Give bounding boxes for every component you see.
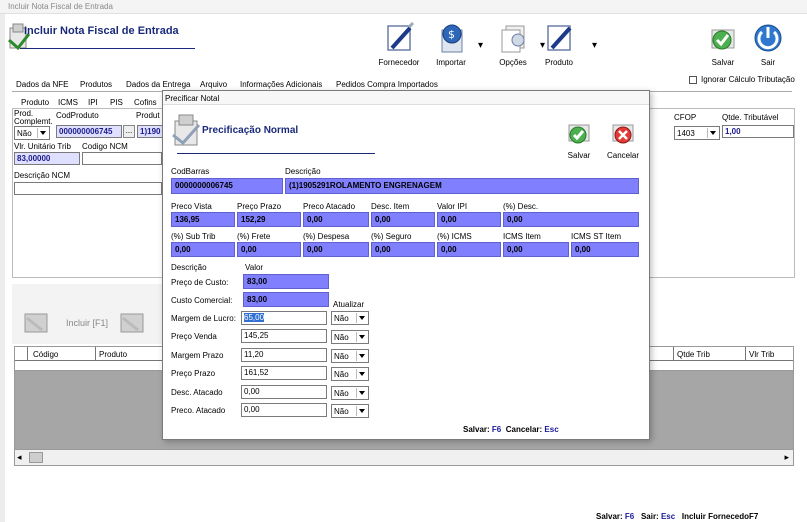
produto-button[interactable]: Produto: [534, 20, 584, 67]
produto-field[interactable]: 1)190: [137, 125, 163, 138]
dialog-title: Precificar Notal: [165, 94, 220, 103]
valor-ipi-field[interactable]: 0,00: [437, 212, 501, 227]
grid-header-produto[interactable]: Produto: [99, 350, 128, 359]
preco-custo-label: Preço de Custo:: [171, 278, 229, 287]
preco-atacado-pricing-label: Preco. Atacado: [171, 406, 226, 415]
descricao-field[interactable]: (1)1905291ROLAMENTO ENGRENAGEM: [285, 178, 639, 194]
atualizar-label: Atualizar: [333, 300, 365, 309]
valor-column-label: Valor: [245, 263, 264, 272]
cod-produto-field[interactable]: 000000006745: [56, 125, 122, 138]
power-icon: [751, 20, 785, 54]
codigo-ncm-field[interactable]: [82, 152, 162, 165]
dialog-heading: Precificação Normal: [202, 125, 299, 136]
frete-field[interactable]: 0,00: [237, 242, 301, 257]
grid-header-vlr-trib[interactable]: Vlr Trib: [749, 350, 775, 359]
desc-atacado-label: Desc. Atacado: [171, 388, 223, 397]
preco-atacado-atualizar-select[interactable]: Não: [331, 404, 369, 418]
margem-lucro-label: Margem de Lucro:: [171, 314, 236, 323]
scroll-left-icon[interactable]: ◂: [17, 452, 22, 462]
desc-atacado-atualizar-select[interactable]: Não: [331, 386, 369, 400]
margem-prazo-field[interactable]: 11,20: [241, 348, 327, 362]
dialog-salvar-button[interactable]: Salvar: [559, 117, 599, 160]
sub-tabs: [16, 96, 166, 108]
tab-dados-nfe[interactable]: Dados da NFE: [16, 80, 69, 89]
ignorar-calculo-checkbox[interactable]: [689, 76, 697, 84]
desc-item-label: Desc. Item: [371, 202, 410, 211]
perc-desc-label: (%) Desc.: [503, 202, 539, 211]
seguro-label: (%) Seguro: [371, 232, 412, 241]
preco-venda-atualizar-select[interactable]: Não: [331, 330, 369, 344]
cfop-select[interactable]: 1403: [674, 126, 720, 140]
despesa-field[interactable]: 0,00: [303, 242, 369, 257]
opcoes-dropdown-icon[interactable]: ▾: [540, 40, 546, 51]
main-tabs: [10, 78, 650, 90]
icms-item-field[interactable]: 0,00: [503, 242, 569, 257]
preco-prazo-atualizar-select[interactable]: Não: [331, 367, 369, 381]
produto-dropdown-icon[interactable]: ▾: [592, 40, 598, 51]
desc-item-field[interactable]: 0,00: [371, 212, 435, 227]
scroll-right-icon[interactable]: ▸: [784, 452, 789, 462]
edit-document-icon: [382, 20, 416, 54]
codbarras-field[interactable]: 0000000006745: [171, 178, 283, 194]
window-left-edge: [0, 14, 5, 522]
margem-prazo-label: Margem Prazo: [171, 351, 224, 360]
tab-pedidos-compra[interactable]: Pedidos Compra Importados: [336, 80, 438, 89]
preco-vista-label: Preco Vista: [171, 202, 212, 211]
preco-atacado-label: Preco Atacado: [303, 202, 356, 211]
produto-label: Produt: [136, 111, 160, 120]
grid-header-codigo[interactable]: Código: [33, 350, 59, 359]
import-money-icon: [434, 20, 468, 54]
page-title: Incluir Nota Fiscal de Entrada: [24, 25, 179, 37]
prod-complement-label: Prod. Complemt.: [14, 109, 53, 126]
icms-st-item-label: ICMS ST Item: [571, 232, 622, 241]
header-underline: [20, 48, 195, 49]
tab-dados-entrega[interactable]: Dados da Entrega: [126, 80, 191, 89]
margem-lucro-field[interactable]: 65,00: [241, 311, 327, 325]
svg-text:$: $: [448, 28, 455, 41]
preco-prazo-field[interactable]: 152,29: [237, 212, 301, 227]
dialog-footer-shortcuts: Salvar: F6 Cancelar: Esc: [463, 425, 559, 434]
salvar-button[interactable]: Salvar: [700, 20, 746, 67]
sub-trib-label: (%) Sub Trib: [171, 232, 216, 241]
icms-field[interactable]: 0,00: [437, 242, 501, 257]
descricao-ncm-label: Descrição NCM: [14, 171, 71, 180]
importar-button[interactable]: $ Importar: [426, 20, 476, 67]
preco-prazo-pricing-field[interactable]: 161,52: [241, 366, 327, 380]
precificar-dialog: [162, 90, 650, 440]
horizontal-scrollbar[interactable]: [15, 449, 793, 465]
cod-produto-label: CodProduto: [56, 111, 99, 120]
dialog-cancelar-button[interactable]: Cancelar: [599, 117, 647, 160]
margem-prazo-atualizar-select[interactable]: Não: [331, 349, 369, 363]
subtab-pis[interactable]: PIS: [110, 98, 123, 107]
codbarras-label: CodBarras: [171, 167, 210, 176]
descricao-label: Descrição: [285, 167, 321, 176]
ignorar-calculo-label: Ignorar Cálculo Tributação: [701, 75, 795, 84]
incluir-icon: [22, 308, 52, 338]
tab-informacoes-adicionais[interactable]: Informações Adicionais: [240, 80, 323, 89]
vlr-unitario-label: Vlr. Unitário Trib: [14, 142, 71, 151]
vlr-unitario-field[interactable]: 83,00000: [14, 152, 80, 165]
dialog-header-icon: [169, 109, 203, 149]
window-titlebar: [0, 0, 807, 14]
opcoes-button[interactable]: Opções: [488, 20, 538, 67]
descricao-ncm-field[interactable]: [14, 182, 162, 195]
window-title: Incluir Nota Fiscal de Entrada: [8, 2, 113, 11]
sub-trib-field[interactable]: 0,00: [171, 242, 235, 257]
preco-atacado-field[interactable]: 0,00: [303, 212, 369, 227]
save-check-icon: [706, 20, 740, 54]
edit-product-icon: [542, 20, 576, 54]
dialog-titlebar: [163, 91, 649, 105]
subtab-icms[interactable]: ICMS: [58, 98, 78, 107]
despesa-label: (%) Despesa: [303, 232, 350, 241]
preco-venda-field[interactable]: 145,25: [241, 329, 327, 343]
qtde-tributavel-label: Qtde. Tributável: [722, 113, 779, 122]
preco-vista-field[interactable]: 136,95: [171, 212, 235, 227]
options-documents-icon: [496, 20, 530, 54]
subtab-cofins[interactable]: Cofins: [134, 98, 157, 107]
cancel-x-icon: [608, 117, 638, 147]
custo-comercial-label: Custo Comercial:: [171, 296, 233, 305]
cfop-label: CFOP: [674, 113, 697, 122]
tab-arquivo[interactable]: Arquivo: [200, 80, 228, 89]
sair-button[interactable]: Sair: [748, 20, 788, 67]
main-footer: Salvar: F6 Sair: Esc Incluir FornecedoF7: [596, 512, 759, 521]
margem-lucro-atualizar-select[interactable]: Não: [331, 311, 369, 325]
preco-prazo-pricing-label: Preço Prazo: [171, 369, 216, 378]
desc-atacado-field[interactable]: 0,00: [241, 385, 327, 399]
preco-custo-field[interactable]: 83,00: [243, 274, 329, 289]
incluir-button[interactable]: Incluir [F1]: [66, 318, 109, 328]
preco-prazo-label: Preço Prazo: [237, 202, 282, 211]
valor-ipi-label: Valor IPI: [437, 202, 468, 211]
scroll-thumb[interactable]: [29, 452, 43, 463]
perc-desc-field[interactable]: 0,00: [503, 212, 639, 227]
icms-label: (%) ICMS: [437, 232, 472, 241]
grid-header-qtde-trib[interactable]: Qtde Trib: [677, 350, 710, 359]
subtab-ipi[interactable]: IPI: [88, 98, 98, 107]
qtde-tributavel-field[interactable]: 1,00: [722, 125, 794, 138]
preco-venda-label: Preço Venda: [171, 332, 217, 341]
tab-produtos[interactable]: Produtos: [80, 80, 113, 89]
seguro-field[interactable]: 0,00: [371, 242, 435, 257]
cod-produto-lookup-button[interactable]: ...: [123, 125, 135, 138]
dialog-heading-underline: [177, 153, 375, 154]
descricao-column-label: Descrição: [171, 263, 207, 272]
preco-atacado-pricing-field[interactable]: 0,00: [241, 403, 327, 417]
frete-label: (%) Frete: [237, 232, 271, 241]
codigo-ncm-label: Codigo NCM: [82, 142, 128, 151]
save-check-icon: [564, 117, 594, 147]
icms-st-item-field[interactable]: 0,00: [571, 242, 639, 257]
fornecedor-button[interactable]: Fornecedor: [374, 20, 424, 67]
subtab-produto[interactable]: Produto: [21, 98, 50, 107]
icms-item-label: ICMS Item: [503, 232, 541, 241]
secondary-incluir-icon: [118, 308, 148, 338]
prod-complement-select[interactable]: Não: [14, 126, 50, 140]
importar-dropdown-icon[interactable]: ▾: [478, 40, 484, 51]
custo-comercial-field[interactable]: 83,00: [243, 292, 329, 307]
